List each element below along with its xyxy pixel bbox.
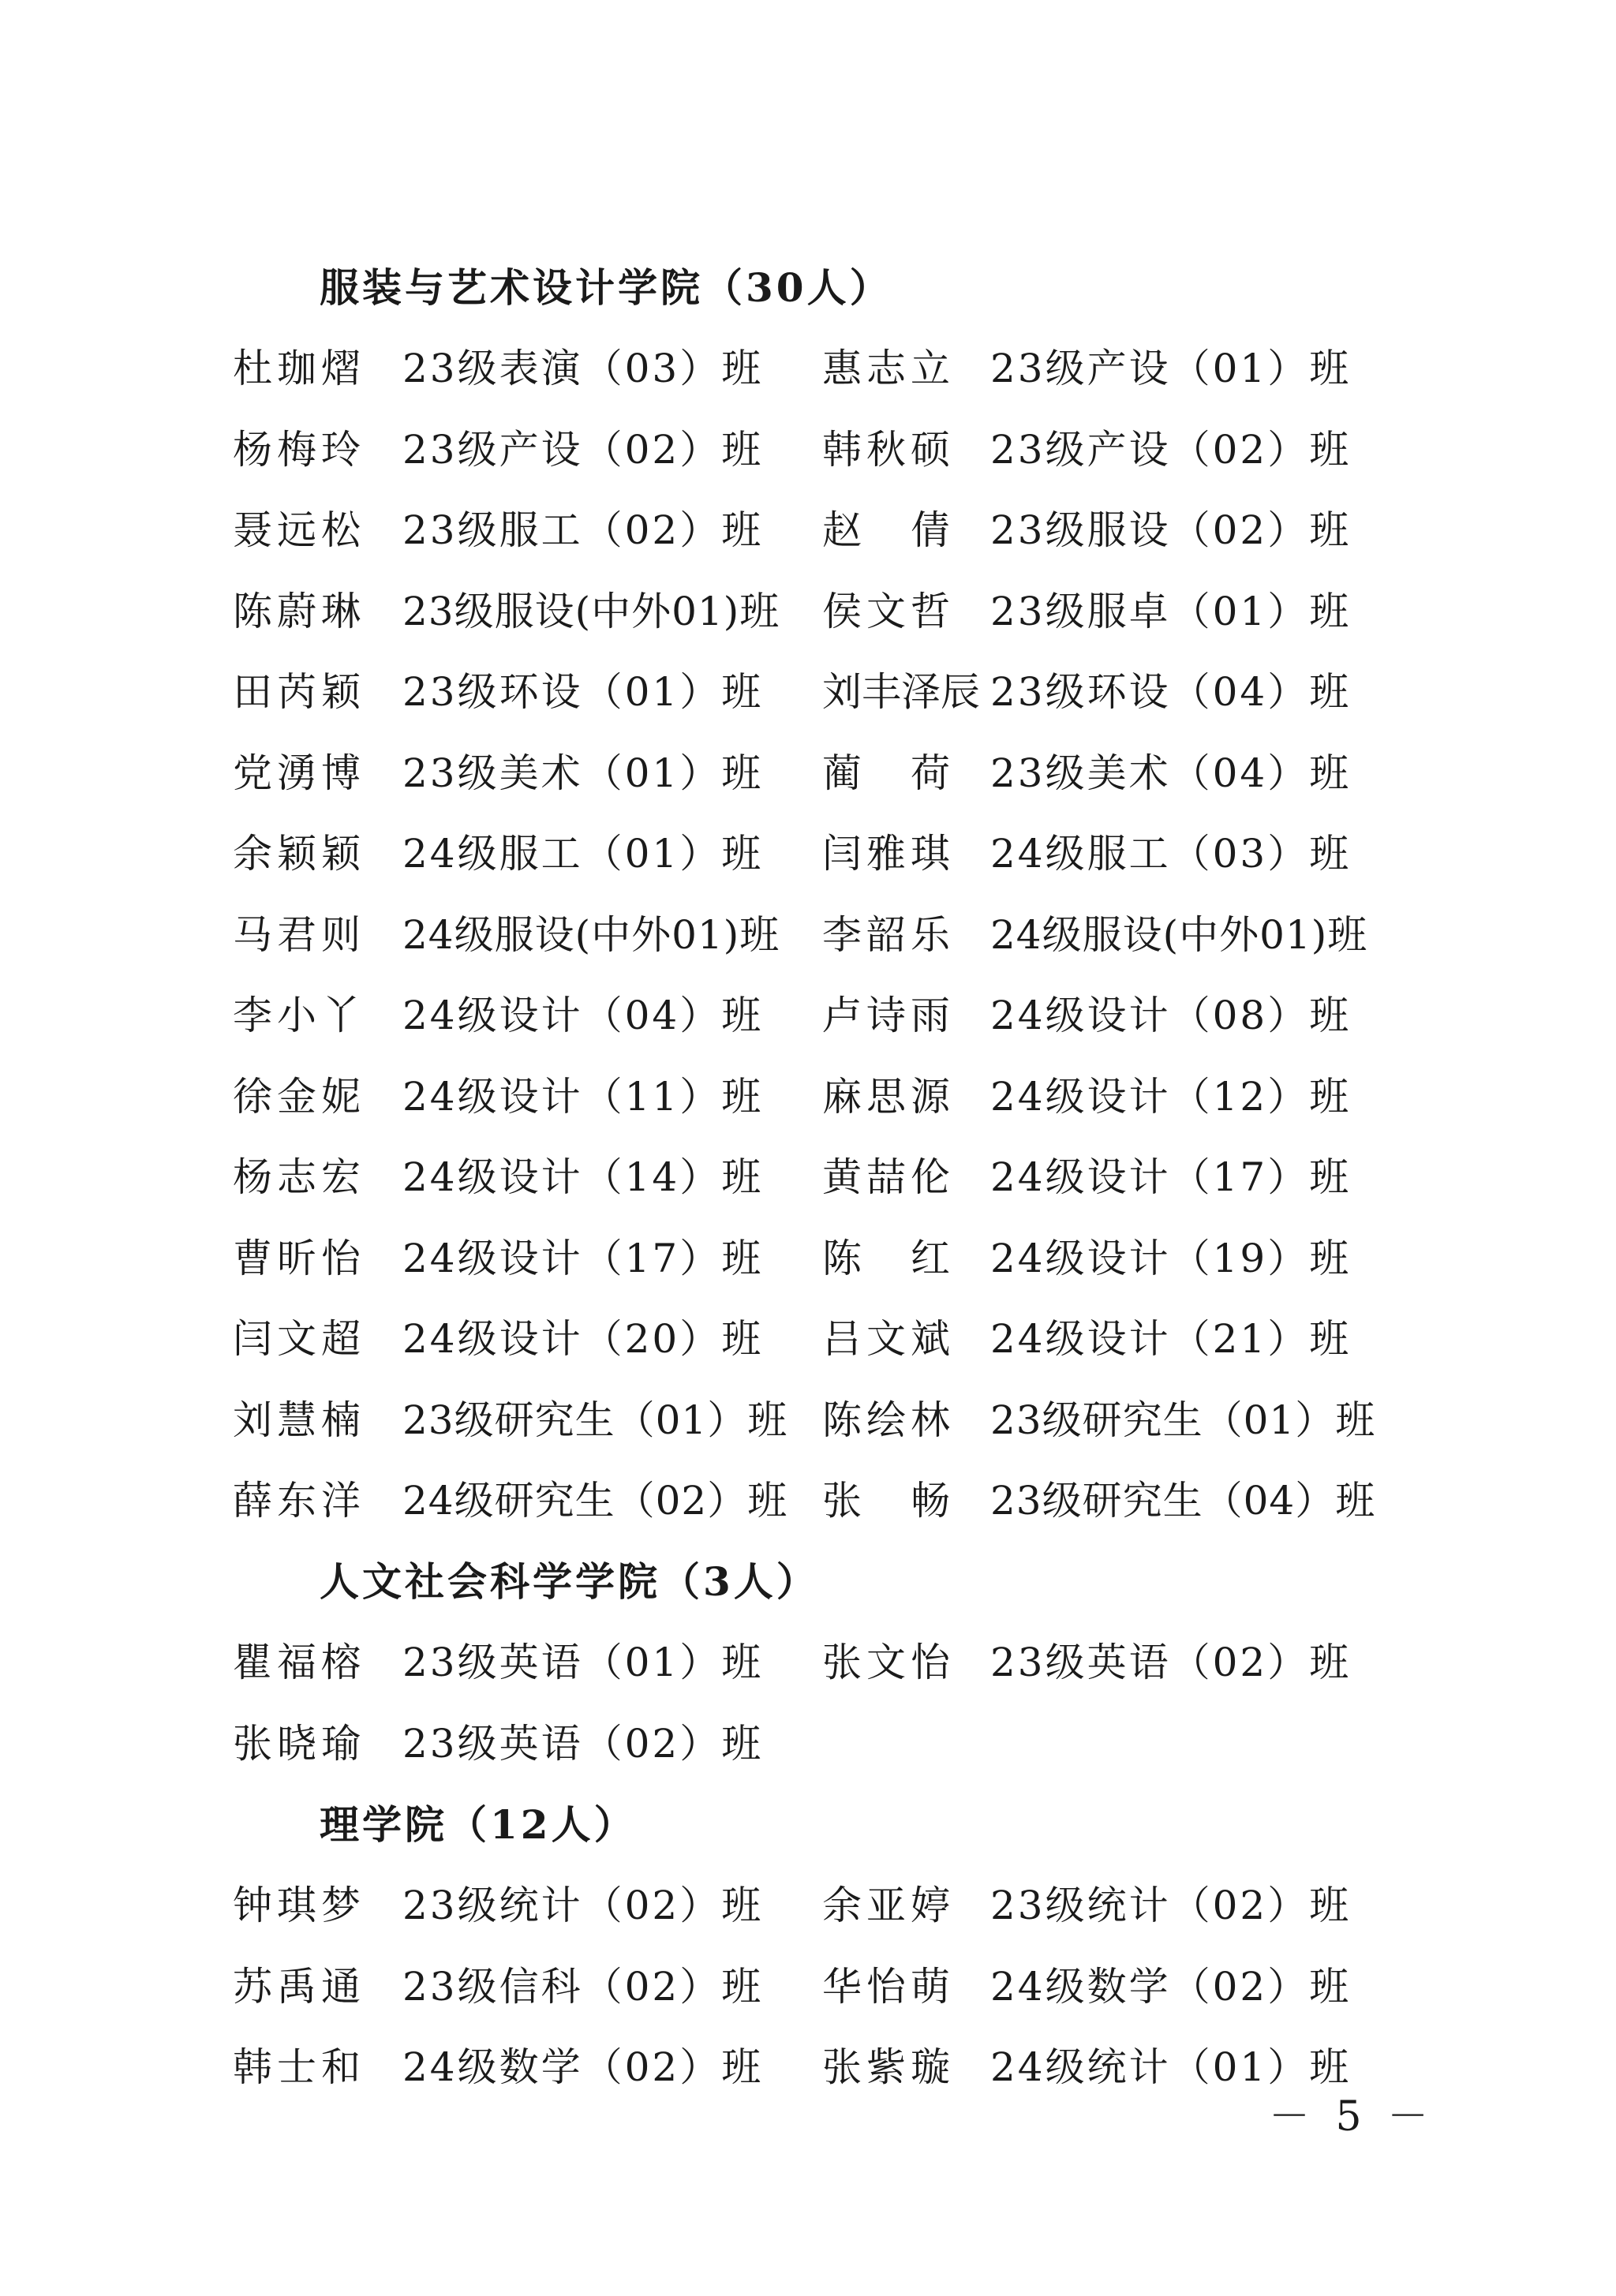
student-name: 李小丫: [233, 993, 365, 1038]
class-name: 24级设计（11）班: [402, 1074, 764, 1120]
student-name: 侯文哲: [822, 589, 955, 634]
list-row: [0, 1150, 1616, 1205]
student-name: 聂远松: [233, 507, 365, 553]
student-name: 马君则: [233, 912, 365, 958]
class-name: 23级统计（02）班: [990, 1883, 1352, 1928]
class-name: 24级服工（03）班: [990, 831, 1352, 877]
class-name: 23级美术（04）班: [990, 750, 1352, 796]
class-name: 23级英语（02）班: [990, 1640, 1352, 1685]
student-name: 张文怡: [822, 1640, 955, 1685]
list-row: [0, 1393, 1616, 1448]
student-name: 杨梅玲: [233, 427, 365, 473]
list-row: [0, 746, 1616, 801]
class-name: 23级环设（04）班: [990, 669, 1352, 715]
student-name: 张紫璇: [822, 2044, 955, 2090]
list-row: [0, 664, 1616, 720]
student-name: 韩秋硕: [822, 427, 955, 473]
section-title-science: 理学院（12人）: [320, 1801, 637, 1848]
list-row: [0, 826, 1616, 881]
student-name: 吕文斌: [822, 1316, 955, 1362]
list-row: [0, 1231, 1616, 1286]
class-name: 24级设计（21）班: [990, 1316, 1352, 1362]
student-name: 曹昕怡: [233, 1236, 365, 1281]
list-row: [0, 1069, 1616, 1124]
student-name: 杨志宏: [233, 1154, 365, 1200]
student-name: 闫雅琪: [822, 831, 955, 877]
list-row: [0, 1959, 1616, 2014]
class-name: 24级数学（02）班: [402, 2044, 764, 2090]
student-name: 陈绘林: [822, 1397, 955, 1443]
list-row: [0, 988, 1616, 1043]
student-name: 张 畅: [822, 1478, 955, 1524]
student-name: 钟琪梦: [233, 1883, 365, 1928]
student-name: 余亚婷: [822, 1883, 955, 1928]
class-name: 23级信科（02）班: [402, 1964, 764, 2010]
list-row: [0, 341, 1616, 396]
list-row: [0, 503, 1616, 558]
student-name: 赵 倩: [822, 507, 955, 553]
section-title-fashion-art: 服装与艺术设计学院（30人）: [320, 264, 892, 311]
class-name: 24级统计（01）班: [990, 2044, 1352, 2090]
class-name: 24级研究生（02）班: [402, 1478, 788, 1524]
student-name: 陈 红: [822, 1236, 955, 1281]
student-name: 田芮颖: [233, 669, 365, 715]
student-name: 黄喆伦: [822, 1154, 955, 1200]
class-name: 23级产设（02）班: [402, 427, 764, 473]
student-name: 卢诗雨: [822, 993, 955, 1038]
list-row: [0, 1716, 1616, 1771]
student-name: 刘丰泽辰: [822, 669, 980, 715]
student-name: 薛东洋: [233, 1478, 365, 1524]
class-name: 23级环设（01）班: [402, 669, 764, 715]
class-name: 23级研究生（01）班: [402, 1397, 788, 1443]
class-name: 24级设计（04）班: [402, 993, 764, 1038]
class-name: 24级服设(中外01)班: [402, 912, 780, 958]
student-name: 张晓瑜: [233, 1721, 365, 1767]
class-name: 23级英语（02）班: [402, 1721, 764, 1767]
student-name: 杜珈熠: [233, 346, 365, 391]
class-name: 23级英语（01）班: [402, 1640, 764, 1685]
class-name: 24级设计（20）班: [402, 1316, 764, 1362]
student-name: 李韶乐: [822, 912, 955, 958]
student-name: 余颖颖: [233, 831, 365, 877]
class-name: 23级服设(中外01)班: [402, 589, 780, 634]
student-name: 闫文超: [233, 1316, 365, 1362]
class-name: 24级设计（08）班: [990, 993, 1352, 1038]
class-name: 23级研究生（01）班: [990, 1397, 1376, 1443]
class-name: 24级设计（19）班: [990, 1236, 1352, 1281]
page-number: － 5 －: [1269, 2093, 1435, 2141]
list-row: [0, 422, 1616, 477]
section-title-humanities: 人文社会科学学院（3人）: [320, 1558, 819, 1605]
class-name: 23级服工（02）班: [402, 507, 764, 553]
list-row: [0, 1878, 1616, 1933]
list-row: [0, 584, 1616, 639]
student-name: 蔺 荷: [822, 750, 955, 796]
class-name: 24级设计（17）班: [402, 1236, 764, 1281]
student-name: 韩士和: [233, 2044, 365, 2090]
student-name: 瞿福榕: [233, 1640, 365, 1685]
class-name: 23级产设（01）班: [990, 346, 1352, 391]
class-name: 23级服设（02）班: [990, 507, 1352, 553]
student-name: 华怡萌: [822, 1964, 955, 2010]
class-name: 23级表演（03）班: [402, 346, 764, 391]
class-name: 24级设计（17）班: [990, 1154, 1352, 1200]
student-name: 徐金妮: [233, 1074, 365, 1120]
student-name: 刘慧楠: [233, 1397, 365, 1443]
class-name: 23级研究生（04）班: [990, 1478, 1376, 1524]
student-name: 惠志立: [822, 346, 955, 391]
list-row: [0, 1635, 1616, 1690]
class-name: 23级服卓（01）班: [990, 589, 1352, 634]
student-name: 苏禹通: [233, 1964, 365, 2010]
list-row: [0, 1311, 1616, 1367]
student-name: 陈蔚琳: [233, 589, 365, 634]
class-name: 24级服设(中外01)班: [990, 912, 1368, 958]
class-name: 23级统计（02）班: [402, 1883, 764, 1928]
class-name: 24级设计（14）班: [402, 1154, 764, 1200]
class-name: 23级产设（02）班: [990, 427, 1352, 473]
student-name: 麻思源: [822, 1074, 955, 1120]
list-row: [0, 907, 1616, 963]
class-name: 23级美术（01）班: [402, 750, 764, 796]
class-name: 24级数学（02）班: [990, 1964, 1352, 2010]
list-row: [0, 1473, 1616, 1528]
class-name: 24级设计（12）班: [990, 1074, 1352, 1120]
class-name: 24级服工（01）班: [402, 831, 764, 877]
student-name: 党湧博: [233, 750, 365, 796]
